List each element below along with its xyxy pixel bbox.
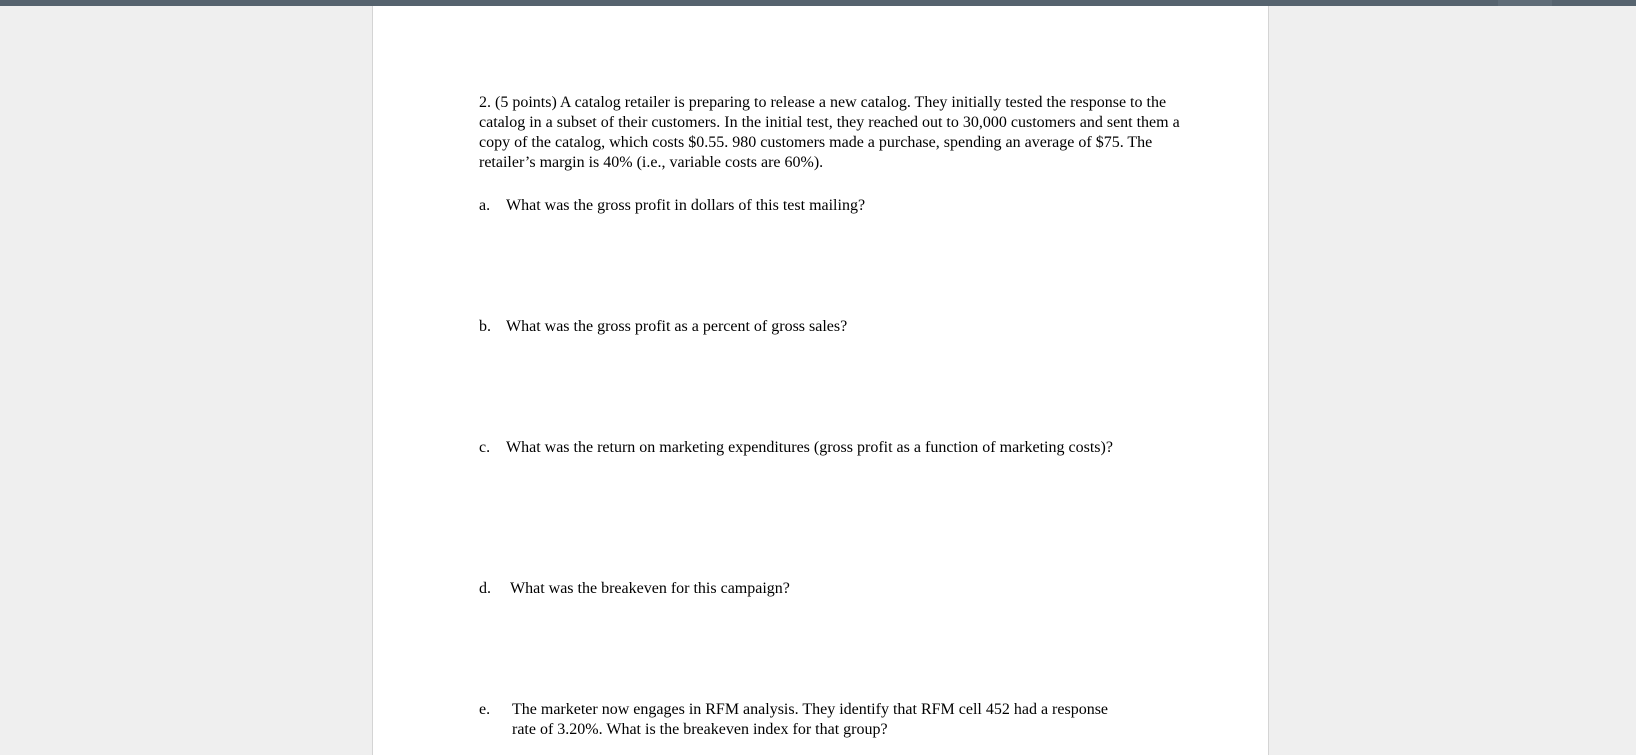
question-text: What was the breakeven for this campaign? (510, 580, 790, 597)
question-letter: c. (479, 439, 491, 456)
question-text: What was the gross profit as a percent of gross sales? (506, 318, 848, 335)
document-page (372, 6, 1269, 755)
question-letter: d. (479, 580, 491, 597)
question-letter: b. (479, 318, 491, 335)
problem-intro: 2. (5 points) A catalog retailer is preparing to release a new catalog. They initially tested the response to the catalog in a subset of their customers. In the initial test, they reached out to 30,000 customers and sent them a copy of the catalog, which costs $0.55. 980 customers made a purchase, spending an average of $75. The retailer’s margin is 40% (i.e., variable costs are 60%). (479, 94, 1180, 171)
top-bar-tab (1498, 0, 1552, 6)
question-letter: e. (479, 701, 491, 718)
question-text: What was the return on marketing expenditures (gross profit as a function of marketing costs)? (506, 439, 1113, 456)
question-text: What was the gross profit in dollars of this test mailing? (506, 197, 866, 214)
question-text: The marketer now engages in RFM analysis. They identify that RFM cell 452 had a response rate of 3.20%. What is the breakeven index for that group? (512, 701, 1109, 738)
question-letter: a. (479, 197, 491, 214)
